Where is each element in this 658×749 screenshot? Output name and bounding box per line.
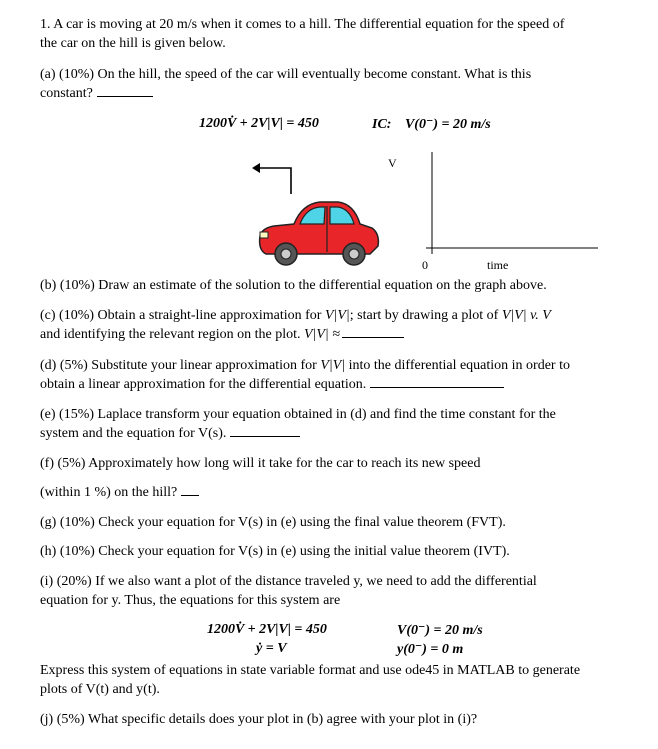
part-h: (h) (10%) Check your equation for V(s) in (e) using the initial value theorem (IVT). [40, 544, 510, 559]
part-f-line-2 [40, 483, 634, 502]
equation-1 [199, 116, 319, 132]
eq2-row2-right-text: y(0⁻) = 0 m [397, 642, 464, 657]
front-wheel [275, 243, 297, 265]
part-c-line-1-pre: (c) (10%) Obtain a straight-line approximation for [40, 308, 322, 323]
y-axis-label: V [388, 156, 397, 170]
initial-condition-1 [372, 116, 491, 133]
answer-blank-c[interactable] [342, 325, 404, 338]
part-c [40, 306, 634, 344]
part-c-math-2: V|V| v. V [501, 308, 551, 323]
intro-line-1: 1. A car is moving at 20 m/s when it comes to a hill. The differential equation for the speed of [40, 17, 565, 32]
part-d-line-1-pre: (d) (5%) Substitute your linear approximation for [40, 358, 317, 373]
part-d-line-1 [40, 356, 634, 375]
part-b: (b) (10%) Draw an estimate of the solution to the differential equation on the graph above. [40, 278, 547, 293]
part-a-line-2 [40, 84, 634, 103]
part-e-line-2-text: system and the equation for V(s). [40, 426, 227, 441]
part-c-line-1 [40, 306, 634, 325]
equation-1-lhs: 1200V̇ + 2V|V| = 450 [199, 116, 319, 131]
part-d-line-2-text: obtain a linear approximation for the differential equation. [40, 377, 367, 392]
ic-label: IC: [372, 117, 392, 132]
part-i [40, 572, 634, 610]
car-illustration [250, 160, 390, 275]
express-line-2: plots of V(t) and y(t). [40, 682, 160, 697]
part-e [40, 405, 634, 443]
part-e-line-2 [40, 424, 634, 443]
direction-arrow [252, 163, 291, 194]
part-d-math: V|V| [320, 358, 346, 373]
part-i-line-1: (i) (20%) If we also want a plot of the distance traveled y, we need to add the differential [40, 574, 537, 589]
part-c-math-3: V|V| ≈ [303, 327, 340, 342]
answer-blank-a[interactable] [97, 84, 153, 97]
rear-wheel [343, 243, 365, 265]
express-line-1: Express this system of equations in state variable format and use ode45 in MATLAB to generate [40, 663, 581, 678]
part-f-line-1: (f) (5%) Approximately how long will it take for the car to reach its new speed [40, 456, 481, 471]
part-c-line-2 [40, 325, 634, 344]
part-i-line-2: equation for y. Thus, the equations for this system are [40, 593, 341, 608]
part-e-line-1: (e) (15%) Laplace transform your equation obtained in (d) and find the time constant for the [40, 407, 556, 422]
part-c-line-2-pre: and identifying the relevant region on the plot. [40, 327, 301, 342]
part-d-line-1-post: into the differential equation in order to [348, 358, 570, 373]
intro-line-2: the car on the hill is given below. [40, 36, 226, 51]
eq2-row2-left-text: ẏ = V [256, 641, 287, 656]
car-icon [260, 202, 379, 265]
part-a [40, 65, 634, 103]
equation-2-row-2-right [397, 641, 463, 658]
eq2-row1-left-text: 1200V̇ + 2V|V| = 450 [207, 622, 327, 637]
origin-label: 0 [422, 258, 428, 272]
answer-blank-e[interactable] [230, 424, 300, 437]
answer-blank-f[interactable] [181, 483, 199, 496]
answer-blank-d[interactable] [370, 375, 504, 388]
part-d-line-2 [40, 375, 634, 394]
part-c-math-1: V|V| [324, 308, 350, 323]
part-j: (j) (5%) What specific details does your plot in (b) agree with your plot in (i)? [40, 712, 478, 727]
part-a-line-1: (a) (10%) On the hill, the speed of the car will eventually become constant. What is this [40, 67, 532, 82]
equation-2-row-1-right [397, 622, 483, 639]
part-a-line-2-text: constant? [40, 86, 93, 101]
part-c-line-1-mid: ; start by drawing a plot of [349, 308, 499, 323]
question-intro [40, 15, 634, 53]
part-f-line-2-text: (within 1 %) on the hill? [40, 485, 178, 500]
ic-value: V(0⁻) = 20 m/s [404, 117, 491, 132]
equation-2-row-2-left [256, 641, 287, 657]
empty-graph[interactable] [420, 150, 600, 265]
eq2-row1-right-text: V(0⁻) = 20 m/s [397, 623, 483, 638]
equation-2-row-1-left [207, 622, 327, 638]
x-axis-label: time [487, 258, 509, 272]
express-paragraph [40, 661, 634, 699]
part-d [40, 356, 634, 394]
part-f [40, 454, 634, 502]
part-g: (g) (10%) Check your equation for V(s) in (e) using the final value theorem (FVT). [40, 515, 506, 530]
